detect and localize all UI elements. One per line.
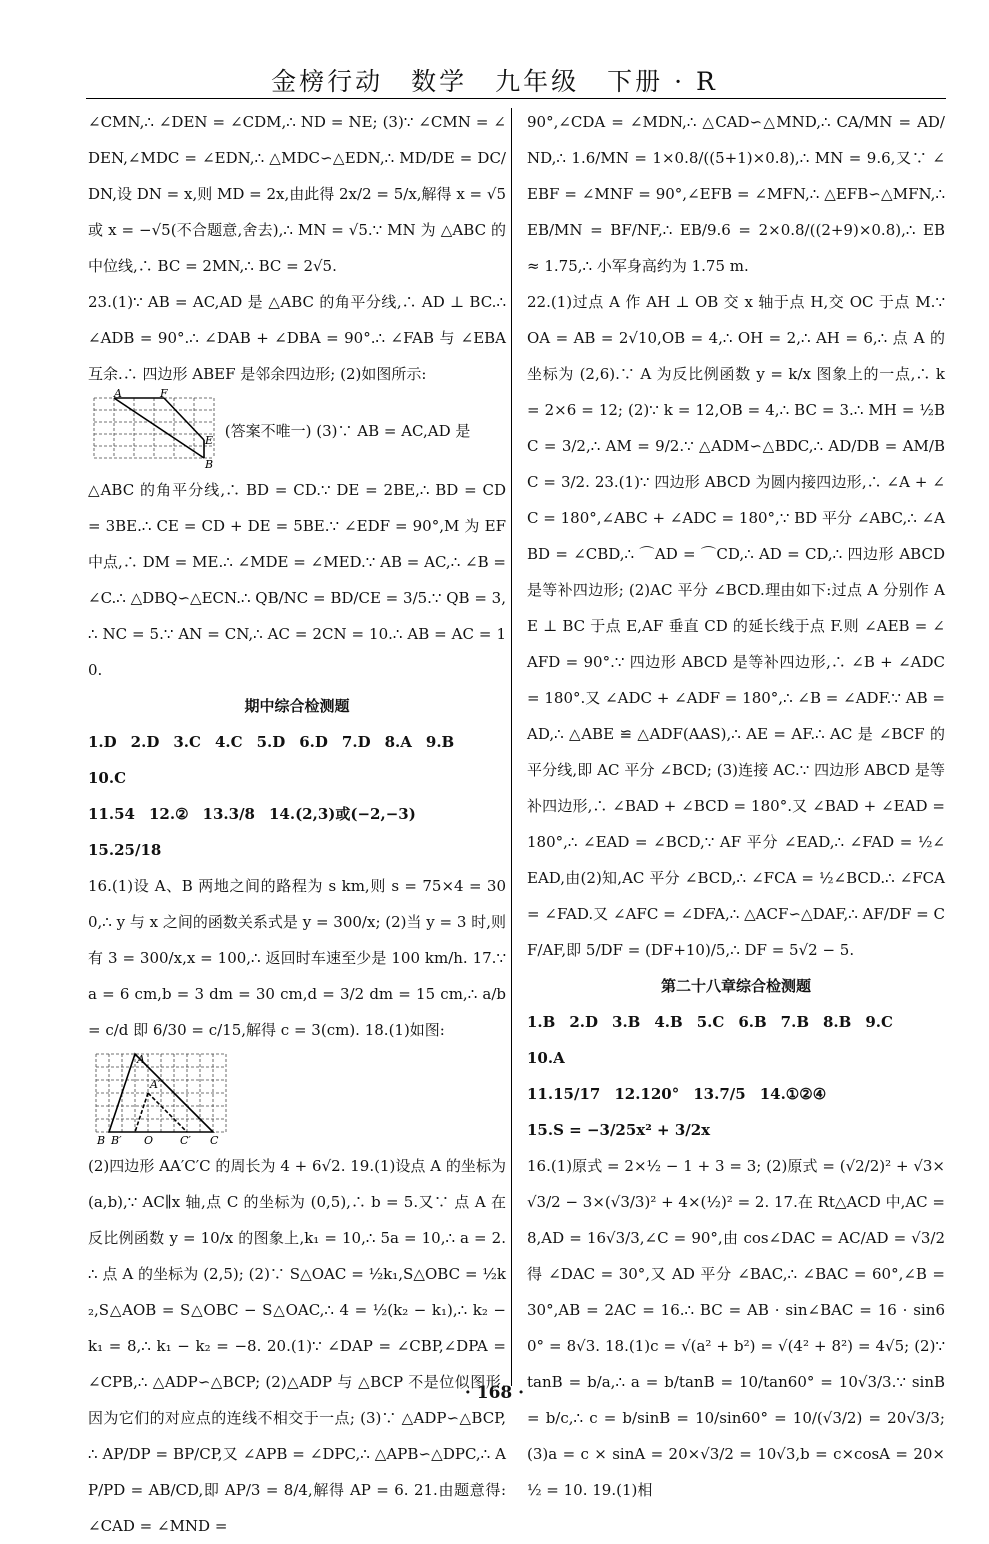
answer-item: 9.B bbox=[425, 733, 455, 751]
answer-paragraph: △ABC 的角平分线,∴ BD = CD.∵ DE = 2BE,∴ BD = CD = 3BE.∴ CE = CD + DE = 5BE.∵ ∠EDF = 90°,M 为 EF 中点,∴ DM = ME.∴ ∠MDE = ∠MED.∵ AB = AC,∴ ∠B = ∠C.∴ △DBQ∽△ECN.∴ QB/NC = BD/CE = 3/5.∵ QB = 3,∴ NC = 5.∵ AN = CN,∴ AC = 2CN = 10.∴ AB = AC = 10. bbox=[88, 481, 506, 679]
answer-item: 1.B bbox=[527, 1013, 556, 1031]
label-b: B bbox=[205, 458, 214, 471]
answer-paragraph: 90°,∠CDA = ∠MDN,∴ △CAD∽△MND,∴ CA/MN = AD/ND,∴ 1.6/MN = 1×0.8/((5+1)×0.8),∴ MN = 9.6,又∵ ∠EBF = ∠MNF = 90°,∠EFB = ∠MFN,∴ △EFB∽△MFN,∴ EB/MN = BF/NF,∴ EB/9.6 = 2×0.8/((2+9)×0.8),∴ EB ≈ 1.75,∴ 小军身高约为 1.75 m. bbox=[527, 113, 945, 275]
label-c-prime: C′ bbox=[180, 1134, 191, 1147]
answer-item: 2.D bbox=[569, 1013, 599, 1031]
section-title: 第二十八章综合检测题 bbox=[660, 977, 811, 995]
label-b-prime: B′ bbox=[111, 1134, 122, 1147]
label-o: O bbox=[144, 1134, 154, 1147]
answer-item: 1.D bbox=[88, 733, 117, 751]
answer-item: 4.B bbox=[654, 1013, 683, 1031]
section-title: 期中综合检测题 bbox=[244, 697, 350, 715]
answer-item: 3.C bbox=[173, 733, 201, 751]
answer-row bbox=[527, 1004, 945, 1076]
answer-item: 14.(2,3)或(−2,−3) bbox=[268, 805, 416, 823]
answer-paragraph: (2)四边形 AA′C′C 的周长为 4 + 6√2. 19.(1)设点 A 的坐标为 (a,b),∵ AC∥x 轴,点 C 的坐标为 (0,5),∴ b = 5.又∵ 点 A 在反比例函数 y = 10/x 的图象上,k₁ = 10,∴ 5a = 10,∴ a = 2.∴ 点 A 的坐标为 (2,5); (2)∵ S△OAC = ½k₁,S△OBC = ½k₂,S△AOB = S△OBC − S△OAC,∴ 4 = ½(k₂ − k₁),∴ k₂ − k₁ = 8,∴ k₁ − k₂ = −8. 20.(1)∵ ∠DAP = ∠CBP,∠DPA = ∠CPB,∴ △ADP∽△BCP; (2)△ADP 与 △BCP 不是位似图形,因为它们的对应点的连线不相交于一点; (3)∵ △ADP∽△BCP,∴ AP/DP = BP/CP,又 ∠APB = ∠DPC,∴ △APB∽△DPC,∴ AP/PD = AB/CD,即 AP/3 = 8/4,解得 AP = 6. 21.由题意得:∠CAD = ∠MND = bbox=[88, 1157, 506, 1535]
left-column bbox=[88, 104, 506, 1544]
answer-item: 8.A bbox=[384, 733, 412, 751]
right-column bbox=[527, 104, 945, 1508]
label-c: C bbox=[210, 1134, 219, 1147]
answer-item: 11.54 bbox=[88, 805, 135, 823]
answer-item: 5.D bbox=[256, 733, 286, 751]
answer-row bbox=[88, 724, 506, 796]
answer-row bbox=[88, 796, 506, 868]
answer-item: 6.B bbox=[738, 1013, 767, 1031]
page-number: · 168 · bbox=[464, 1383, 525, 1403]
label-a-prime: A′ bbox=[150, 1078, 161, 1091]
answer-paragraph: 23.(1)∵ AB = AC,AD 是 △ABC 的角平分线,∴ AD ⊥ BC.∴ ∠ADB = 90°.∴ ∠DAB + ∠DBA = 90°.∴ ∠FAB 与 ∠EBA 互余.∴ 四边形 ABEF 是邻余四边形; (2)如图所示: bbox=[88, 293, 506, 383]
label-e: E bbox=[205, 434, 214, 447]
answer-item: 13.3/8 bbox=[202, 805, 255, 823]
label-b: B bbox=[97, 1134, 106, 1147]
answer-item: 3.B bbox=[612, 1013, 641, 1031]
answer-item: 8.B bbox=[823, 1013, 852, 1031]
answer-item: 2.D bbox=[130, 733, 160, 751]
column-divider bbox=[511, 108, 512, 1386]
answer-item: 13.7/5 bbox=[693, 1085, 746, 1103]
answer-item: 7.D bbox=[341, 733, 371, 751]
answer-paragraph: ∠CMN,∴ ∠DEN = ∠CDM,∴ ND = NE; (3)∵ ∠CMN = ∠DEN,∠MDC = ∠EDN,∴ △MDC∽△EDN,∴ MD/DE = DC/DN,设 DN = x,则 MD = 2x,由此得 2x/2 = 5/x,解得 x = √5 或 x = −√5(不合题意,舍去),∴ MN = √5.∵ MN 为 △ABC 的中位线,∴ BC = 2MN,∴ BC = 2√5. bbox=[88, 113, 506, 275]
grid-figure-triangle bbox=[92, 1050, 230, 1146]
answer-item: 12.② bbox=[148, 805, 189, 823]
answer-item: 9.C bbox=[865, 1013, 893, 1031]
answer-item: 6.D bbox=[299, 733, 328, 751]
answer-item: 5.C bbox=[696, 1013, 725, 1031]
answer-item: 10.C bbox=[88, 769, 127, 787]
answer-row bbox=[527, 1076, 945, 1148]
header-rule bbox=[86, 98, 946, 99]
answer-paragraph: 16.(1)原式 = 2×½ − 1 + 3 = 3; (2)原式 = (√2/2)² + √3×√3/2 − 3×(√3/3)² + 4×(½)² = 2. 17.在 Rt△ACD 中,AC = 8,AD = 16√3/3,∠C = 90°,由 cos∠DAC = AC/AD = √3/2 得 ∠DAC = 30°,又 AD 平分 ∠BAC,∴ ∠BAC = 60°,∠B = 30°,AB = 2AC = 16.∴ BC = AB · sin∠BAC = 16 · sin60° = 8√3. 18.(1)c = √(a² + b²) = √(4² + 8²) = 4√5; (2)∵ tanB = b/a,∴ a = b/tanB = 10/tan60° = 10√3/3.∵ sinB = b/c,∴ c = b/sinB = 10/sin60° = 10/(√3/2) = 20√3/3; (3)a = c × sinA = 20×√3/2 = 10√3,b = c×cosA = 20×½ = 10. 19.(1)相 bbox=[527, 1157, 945, 1499]
answer-item: 15.25/18 bbox=[88, 841, 162, 859]
answer-paragraph: 16.(1)设 A、B 两地之间的路程为 s km,则 s = 75×4 = 300,∴ y 与 x 之间的函数关系式是 y = 300/x; (2)当 y = 3 时,则有 3 = 300/x,x = 100,∴ 返回时车速至少是 100 km/h. 17.∵ a = 6 cm,b = 3 dm = 30 cm,d = 3/2 dm = 15 cm,∴ a/b = c/d 即 6/30 = c/15,解得 c = 3(cm). 18.(1)如图: bbox=[88, 877, 506, 1039]
answer-item: 11.15/17 bbox=[527, 1085, 601, 1103]
answer-item: 7.B bbox=[780, 1013, 809, 1031]
page-header: 金榜行动 数学 九年级 下册 · R bbox=[271, 67, 718, 96]
label-a: A bbox=[137, 1053, 145, 1066]
label-a: A bbox=[114, 387, 122, 400]
answer-paragraph: 22.(1)过点 A 作 AH ⊥ OB 交 x 轴于点 H,交 OC 于点 M.∵ OA = AB = 2√10,OB = 4,∴ OH = 2,∴ AH = 6,∴ 点 A 的坐标为 (2,6).∵ A 为反比例函数 y = k/x 图象上的一点,∴ k = 2×6 = 12; (2)∵ k = 12,OB = 4,∴ BC = 3.∴ MH = ½BC = 3/2,∴ AM = 9/2.∵ △ADM∽△BDC,∴ AD/DB = AM/BC = 3/2. 23.(1)∵ 四边形 ABCD 为圆内接四边形,∴ ∠A + ∠C = 180°,∠ABC + ∠ADC = 180°,∵ BD 平分 ∠ABC,∴ ∠ABD = ∠CBD,∴ ⌒AD = ⌒CD,∴ AD = CD,∴ 四边形 ABCD 是等补四边形; (2)AC 平分 ∠BCD.理由如下:过点 A 分别作 AE ⊥ BC 于点 E,AF 垂直 CD 的延长线于点 F.则 ∠AEB = ∠AFD = 90°.∵ 四边形 ABCD 是等补四边形,∴ ∠B + ∠ADC = 180°.又 ∠ADC + ∠ADF = 180°,∴ ∠B = ∠ADF.∵ AB = AD,∴ △ABE ≌ △ADF(AAS),∴ AE = AF.∴ AC 是 ∠BCF 的平分线,即 AC 平分 ∠BCD; (3)连接 AC.∵ 四边形 ABCD 是等补四边形,∴ ∠BAD + ∠BCD = 180°.又 ∠BAD + ∠EAD = 180°,∴ ∠EAD = ∠BCD,∵ AF 平分 ∠EAD,∴ ∠FAD = ½∠EAD,由(2)知,AC 平分 ∠BCD,∴ ∠FCA = ½∠BCD.∴ ∠FCA = ∠FAD.又 ∠AFC = ∠DFA,∴ △ACF∽△DAF,∴ AF/DF = CF/AF,即 5/DF = (DF+10)/5,∴ DF = 5√2 − 5. bbox=[527, 293, 945, 959]
answer-item: 10.A bbox=[527, 1049, 565, 1067]
answer-item: 4.C bbox=[214, 733, 243, 751]
answer-item: 14.①②④ bbox=[759, 1085, 827, 1103]
label-f: F bbox=[160, 387, 168, 400]
answer-item: 15.S = −3/25x² + 3/2x bbox=[527, 1121, 711, 1139]
answer-paragraph: (答案不唯一) (3)∵ AB = AC,AD 是 bbox=[224, 422, 471, 440]
figure-row bbox=[88, 387, 506, 472]
answer-item: 12.120° bbox=[614, 1085, 680, 1103]
grid-figure-abef bbox=[92, 387, 216, 471]
